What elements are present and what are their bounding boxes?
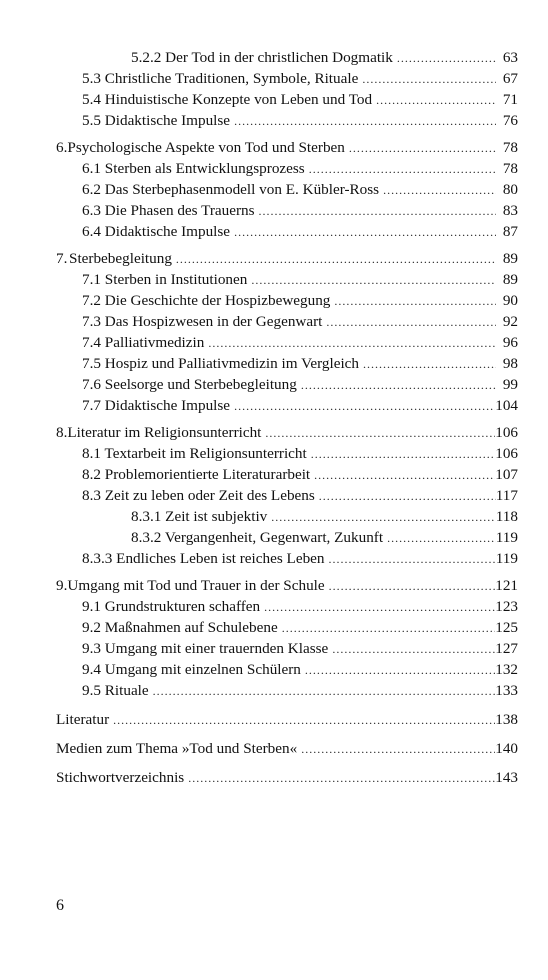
dot-leader [325,549,496,570]
toc-entry-label: Literatur [56,711,110,728]
toc-entry-page: 125 [495,619,518,636]
toc-entry-page: 123 [495,598,518,615]
toc-entry-page: 89 [502,250,518,267]
toc-entry-label: 6.2 Das Sterbephasenmodell von E. Kübler-Ross [82,181,380,198]
toc-entry-label: 6.3 Die Phasen des Trauerns [82,202,255,219]
toc-entry-page: 107 [495,466,518,483]
dot-leader [260,597,495,618]
toc-chapter [56,248,518,269]
toc-chapter [56,575,518,596]
dot-leader [328,639,495,660]
toc-entry [56,395,518,416]
toc-section [56,709,518,730]
toc-entry-label: 7.4 Palliativmedizin [82,334,205,351]
dot-leader [297,375,496,396]
toc-entry-page: 90 [502,292,518,309]
dot-leader [305,159,496,180]
dot-leader [230,222,496,243]
dot-leader [322,312,496,333]
toc-entry-page: 133 [495,682,518,699]
dot-leader [297,739,495,760]
toc-section [56,767,518,788]
toc-entry [56,527,518,548]
dot-leader [307,444,495,465]
dot-leader [383,528,496,549]
toc-entry [56,269,518,290]
toc-entry-label: 7.5 Hospiz und Palliativmedizin im Vergleich [82,355,359,372]
toc-entry [56,596,518,617]
toc-entry-page: 89 [502,271,518,288]
toc-entry-page: 78 [502,160,518,177]
toc-chapter-number: 8. [56,424,68,441]
dot-leader [255,201,496,222]
dot-leader [372,90,496,111]
toc-entry [56,47,518,68]
toc-entry [56,485,518,506]
toc-chapter [56,422,518,443]
toc-chapter-number: 7. [56,250,68,267]
toc-entry-label: 5.3 Christliche Traditionen, Symbole, Rituale [82,70,359,87]
dot-leader [359,354,496,375]
dot-leader [172,249,496,270]
page-number: 6 [56,897,64,914]
toc-entry-label: 8.3.3 Endliches Leben ist reiches Leben [82,550,325,567]
toc-entry-page: 117 [495,487,518,504]
toc-entry-label: 7.7 Didaktische Impulse [82,397,231,414]
toc-entry [56,374,518,395]
toc-entry-label: 9.1 Grundstrukturen schaffen [82,598,261,615]
toc-entry-label: 5.5 Didaktische Impulse [82,112,231,129]
toc-entry-page: 99 [502,376,518,393]
dot-leader [278,618,496,639]
toc-entry [56,200,518,221]
toc-entry [56,290,518,311]
toc-entry-page: 106 [495,445,518,462]
toc-chapter [56,137,518,158]
dot-leader [109,710,495,731]
toc-entry [56,680,518,701]
toc-entry [56,443,518,464]
toc-chapter-number: 9. [56,577,68,594]
toc-entry [56,179,518,200]
toc-entry-label: 9.4 Umgang mit einzelnen Schülern [82,661,301,678]
toc-entry-page: 104 [495,397,518,414]
dot-leader [230,111,496,132]
dot-leader [261,423,495,444]
toc-entry-page: 140 [495,740,518,757]
toc-entry-label: 8.1 Textarbeit im Religionsunterricht [82,445,307,462]
toc-entry-page: 71 [502,91,518,108]
toc-entry-page: 76 [502,112,518,129]
toc-entry-label: 7.1 Sterben in Institutionen [82,271,248,288]
toc-section [56,738,518,759]
toc-entry-label: 9.2 Maßnahmen auf Schulebene [82,619,278,636]
toc-entry-page: 127 [495,640,518,657]
dot-leader [315,486,496,507]
toc-entry-page: 106 [495,424,518,441]
toc-entry [56,221,518,242]
dot-leader [149,681,496,702]
dot-leader [267,507,496,528]
toc-entry-label: 7.6 Seelsorge und Sterbebegleitung [82,376,297,393]
toc-entry-label: Stichwortverzeichnis [56,769,185,786]
toc-entry-label: 5.4 Hinduistische Konzepte von Leben und Tod [82,91,373,108]
dot-leader [393,48,496,69]
toc-entry-label: Psychologische Aspekte von Tod und Sterben [67,139,345,156]
toc-entry [56,617,518,638]
toc-entry-label: 8.2 Problemorientierte Literaturarbeit [82,466,311,483]
toc-entry-label: 7.3 Das Hospizwesen in der Gegenwart [82,313,323,330]
toc-entry [56,68,518,89]
toc-entry-page: 119 [495,550,518,567]
toc-entry [56,158,518,179]
toc-entry [56,311,518,332]
toc-entry-label: 9.3 Umgang mit einer trauernden Klasse [82,640,329,657]
dot-leader [230,396,495,417]
dot-leader [310,465,495,486]
toc-entry-page: 80 [502,181,518,198]
toc-entry-page: 92 [502,313,518,330]
toc-entry [56,332,518,353]
toc-entry [56,353,518,374]
dot-leader [358,69,496,90]
toc-entry [56,548,518,569]
toc-entry-label: 7.2 Die Geschichte der Hospizbewegung [82,292,331,309]
toc-entry [56,659,518,680]
toc-entry-page: 83 [502,202,518,219]
toc-entry [56,638,518,659]
toc-entry-page: 63 [502,49,518,66]
toc-entry [56,506,518,527]
toc-entry-page: 143 [495,769,518,786]
toc-entry-page: 96 [502,334,518,351]
toc-chapter-number: 6. [56,139,68,156]
dot-leader [379,180,496,201]
toc-entry-page: 118 [495,508,518,525]
table-of-contents [56,47,518,788]
toc-entry-label: 5.2.2 Der Tod in der christlichen Dogmatik [131,49,393,66]
toc-entry-page: 121 [495,577,518,594]
toc-entry-label: 8.3.1 Zeit ist subjektiv [131,508,268,525]
dot-leader [301,660,495,681]
toc-entry-page: 87 [502,223,518,240]
dot-leader [204,333,496,354]
toc-entry-label: 8.3 Zeit zu leben oder Zeit des Lebens [82,487,315,504]
dot-leader [345,138,496,159]
dot-leader [184,768,495,789]
toc-entry [56,464,518,485]
toc-entry-page: 67 [502,70,518,87]
toc-entry-label: Medien zum Thema »Tod und Sterben« [56,740,298,757]
toc-entry-page: 132 [495,661,518,678]
toc-entry-label: Sterbebegleitung [69,250,172,267]
dot-leader [247,270,496,291]
toc-entry-label: 6.4 Didaktische Impulse [82,223,231,240]
toc-entry-label: Literatur im Religionsunterricht [67,424,262,441]
toc-entry-page: 138 [495,711,518,728]
toc-entry-page: 98 [502,355,518,372]
toc-entry-label: 6.1 Sterben als Entwicklungsprozess [82,160,305,177]
toc-entry [56,89,518,110]
toc-entry-label: 8.3.2 Vergangenheit, Gegenwart, Zukunft [131,529,384,546]
dot-leader [325,576,496,597]
dot-leader [330,291,496,312]
toc-entry-page: 78 [502,139,518,156]
toc-entry-label: Umgang mit Tod und Trauer in der Schule [67,577,325,594]
toc-entry-page: 119 [495,529,518,546]
toc-entry [56,110,518,131]
toc-entry-label: 9.5 Rituale [82,682,149,699]
